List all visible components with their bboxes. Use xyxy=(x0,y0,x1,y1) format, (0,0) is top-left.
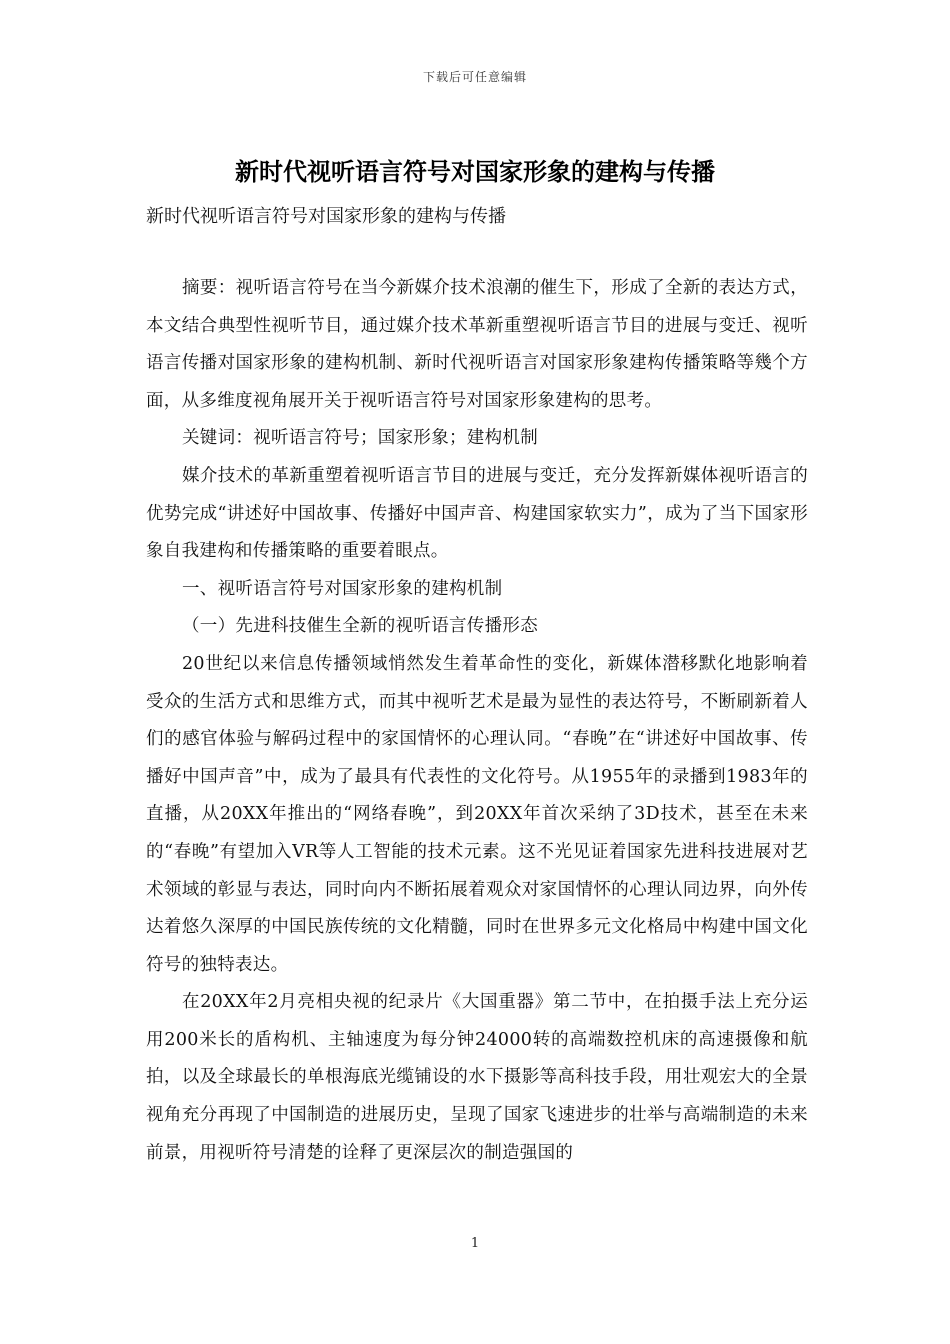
document-body xyxy=(146,270,808,1172)
keywords-paragraph: 关键词：视听语言符号；国家形象；建构机制 xyxy=(182,428,538,449)
document-subtitle: 新时代视听语言符号对国家形象的建构与传播 xyxy=(146,206,506,227)
document-title: 新时代视听语言符号对国家形象的建构与传播 xyxy=(235,157,715,186)
page-number: 1 xyxy=(470,1236,480,1251)
intro-paragraph: 媒介技术的革新重塑着视听语言节目的进展与变迁，充分发挥新媒体视听语言的优势完成“讲述好中国故事、传播好中国声音、构建国家软实力”，成为了当下国家形象自我建构和传播策略的重要着眼点。 xyxy=(146,465,808,562)
body-paragraph: 20世纪以来信息传播领域悄然发生着革命性的变化，新媒体潜移默化地影响着受众的生活方式和思维方式，而其中视听艺术是最为显性的表达符号，不断刷新着人们的感官体验与解码过程中的家国情怀的心理认同。“春晚”在“讲述好中国故事、传播好中国声音”中，成为了最具有代表性的文化符号。从1955年的录播到1983年的直播，从20XX年推出的“网络春晚”，到20XX年首次采纳了3D技术，甚至在未来的“春晚”有望加入VR等人工智能的技术元素。这不光见证着国家先进科技进展对艺术领域的彰显与表达，同时向内不断拓展着观众对家国情怀的心理认同边界，向外传达着悠久深厚的中国民族传统的文化精髓，同时在世界多元文化格局中构建中国文化符号的独特表达。 xyxy=(146,653,808,975)
body-paragraph: 在20XX年2月亮相央视的纪录片《大国重器》第二节中，在拍摄手法上充分运用200米长的盾构机、主轴速度为每分钟24000转的高端数控机床的高速摄像和航拍，以及全球最长的单根海底光缆铺设的水下摄影等高科技手段，用壮观宏大的全景视角充分再现了中国制造的进展历史，呈现了国家飞速进步的壮举与高端制造的未来前景，用视听符号清楚的诠释了更深层次的制造强国的 xyxy=(146,992,808,1163)
subsection-heading: （一）先进科技催生全新的视听语言传播形态 xyxy=(182,616,538,637)
abstract-paragraph: 摘要：视听语言符号在当今新媒介技术浪潮的催生下，形成了全新的表达方式，本文结合典型性视听节目，通过媒介技术革新重塑视听语言节目的进展与变迁、视听语言传播对国家形象的建构机制、新时代视听语言对国家形象建构传播策略等幾个方面，从多维度视角展开关于视听语言符号对国家形象建构的思考。 xyxy=(146,278,808,411)
section-heading: 一、视听语言符号对国家形象的建构机制 xyxy=(182,578,503,599)
header-note: 下载后可任意编辑 xyxy=(422,70,527,84)
